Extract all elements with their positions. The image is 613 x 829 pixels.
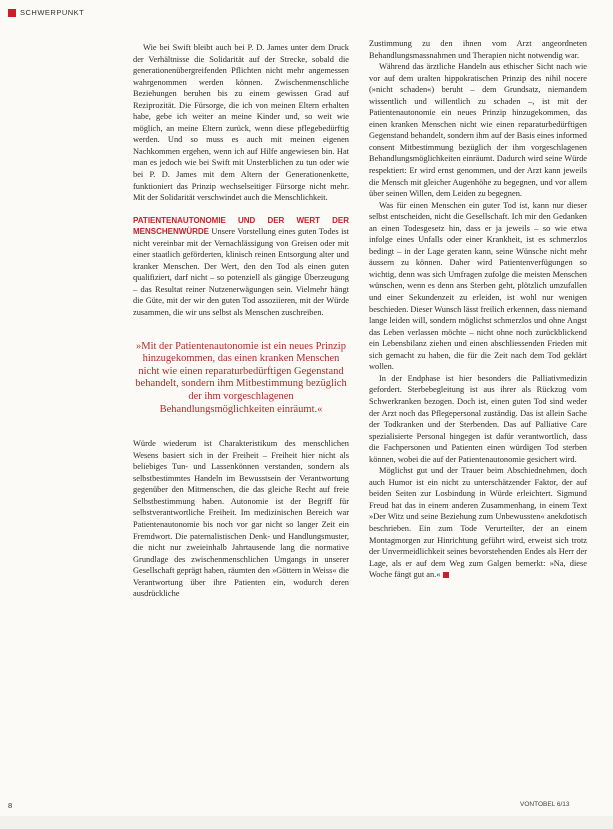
right-paragraph-4: In der Endphase ist hier besonders die Palliativmedizin gefordert. Sterbebegleitung ist aus ihrer als Rückzug vom Schwerkranken bezogen. Doch ist, einen guten Tod sind weder der Arzt noch das Pflegepersonal zuständig. Das ist allein Sache der Todkranken und der Sterbenden. Das auf Palliative Care spezialisierte Personal hingegen ist dafür verantwortlich, dass die Fachpersonen und Patienten einen würdigen Tod sterben können, wobei die auf der Patientenautonomie gesichert wird. <box>369 373 587 464</box>
issue-label: VONTOBEL 6/13 <box>520 801 570 808</box>
left-column <box>133 42 349 600</box>
section-marker-icon <box>8 9 16 17</box>
pull-quote: »Mit der Patientenautonomie ist ein neues Prinzip hinzugekommen, das einen kranken Menschen nicht wie einen reparaturbedürftigen Gegenstand behandelt, sondern ihm Mitbestimmung bezüglich der ihm vorgeschlagenen Behandlungsmöglichkeiten einräumt.« <box>135 340 347 415</box>
section-title: SCHWERPUNKT <box>20 8 85 17</box>
left-paragraph-2-text: Unsere Vorstellung eines guten Todes ist nicht vereinbar mit der Vernachlässigung von Greisen oder mit einer staatlich geförderten, klinisch reinen Entsorgung alter und kranker Menschen. Der Wert, den den Tod als einen guten qualifiziert, darf nicht – so potenziell als gängige Überzeugung – das Resultat reiner Nutzenerwägungen sein. Vielmehr hängt die Güte, mit der wir den guten Tod assoziieren, mit der Würde zusammen, die wir uns selbst als Menschen zuschreiben. <box>133 227 349 318</box>
right-paragraph-1: Zustimmung zu den ihnen vom Arzt angeordneten Behandlungsmassnahmen und Therapien nicht notwendig war. <box>369 39 587 60</box>
right-paragraph-5 <box>369 465 587 580</box>
left-paragraph-3: Würde wiederum ist Charakteristikum des menschlichen Wesens basiert sich in der Freiheit – Freiheit hier nicht als beliebiges Tun- und Lassenkönnen verstanden, sondern als selbstbestimmtes Handeln im Bewusstsein der Verantwortung gegenüber den Mitmenschen, die das gleiche Recht auf freie Selbstbestimmung haben. Autonomie ist der Begriff für selbstverantwortliche Freiheit. Im medizinischen Bereich war Patientenautonomie bis noch vor gar nicht so langer Zeit ein Fremdwort. Die paternalistischen Denk- und Handlungsmuster, die nicht nur zweieinhalb Jahrtausende lang die normative Grundlage des zwischenmenschlichen Umgangs in unserer Gesellschaft geprägt haben, räumten den »Göttern in Weiss« die Verantwortung über ihre Patienten ein, wodurch deren ausdrückliche <box>133 439 349 599</box>
section-subheading: PATIENTENAUTONOMIE UND DER WERT DER MENSCHENWÜRDE <box>133 215 349 237</box>
left-paragraph-2 <box>133 215 349 319</box>
left-paragraph-1: Wie bei Swift bleibt auch bei P. D. James unter dem Druck der Verhältnisse die Solidarität auf der Strecke, sobald die generationenübergreifenden Pflichten nicht mehr angemessen wahrgenommen werden können. Zwischenmenschliche Beziehungen beruhen bis zu einem gewissen Grad auf Reziprozität. Die Fürsorge, die ich von meinen Eltern erhalten habe, gebe ich weiter an meine Kinder und, so weit wie möglich, an meine Eltern zurück, wenn diese pflegebedürftig werden. Und so muss es auch mit meinen eigenen Nachkommen ergehen, wenn ich auf Hilfe angewiesen bin. Hat man es jedoch wie bei Swift mit Unsterblichen zu tun oder wie bei P. D. James mit dem Altern der Generationenkette, funktioniert das Prinzip wechselseitiger Fürsorge nicht mehr. Mit der Solidarität verschwindet auch die Menschlichkeit. <box>133 43 349 203</box>
page-number: 8 <box>8 801 13 810</box>
right-column <box>369 38 587 581</box>
right-paragraph-2: Während das ärztliche Handeln aus ethischer Sicht nach wie vor auf dem uralten hippokratischen Prinzip des nihil nocere (»nicht schaden«) beruht – dem Grundsatz, niemandem wissentlich und willentlich zu schaden –, ist mit der Patientenautonomie ein neues Prinzip hinzugekommen, das einen kranken Menschen nicht wie einen reparaturbedürftigen Gegenstand behandelt, sondern ihm auf der Basis eines informed consent Mitbestimmung bezüglich der ihm vorgeschlagenen Behandlungsmöglichkeiten einräumt. Dadurch wird seine Würde respektiert: Er wird ernst genommen, und der Arzt kann jeweils die Mensch mit gleicher Augenhöhe zu begegnen, und vor allem über seinen Willen, dem Leiden zu begegnen. <box>369 62 587 199</box>
right-paragraph-3: Was für einen Menschen ein guter Tod ist, kann nur dieser selbst entscheiden, nicht die Gesellschaft. Ich mir den Gedanken an einen Todesgesetz hin, dass er ja jeweils – so wie etwa infolge eines Unfalls oder einer Krankheit, ist es schmerzlos bedingt – in der Lage geraten kann, seine Wünsche nicht mehr äussern zu können. Daher wird Patientenverfügungen so wichtig, denn was sich Umfragen zufolge die meisten Menschen wünschen, wenn es denn ans Sterben geht, plötzlich umzufallen und einer Sekundenzeit zu erleiden, ist wohl nur wenigen beschieden. Dieser Wunsch lässt freilich erkennen, dass niemand lange leiden will, sondern möglichst schmerzlos und ohne Angst das Leben verlassen möchte – nicht ohne noch zurückblickend ein Lebensbilanz ziehen und einen abschliessenden Frieden mit sich gemacht zu haben, die für die Zeit nach dem Tod geklärt wollen. <box>369 200 587 372</box>
section-header <box>8 8 84 17</box>
bottom-strip <box>0 816 613 829</box>
end-mark-icon <box>443 572 449 578</box>
right-paragraph-5-text: Möglichst gut und der Trauer beim Abschiednehmen, doch auch Humor ist ein nicht zu unterschätzender Faktor, der auf beiden Seiten zur Losbindung in Würde erleichtert. Sigmund Freud hat das in einem anderen Zusammenhang, in einem Text »Der Witz und seine Beziehung zum Unbewussten« anekdotisch beschrieben. Ein zum Tode Verurteilter, der an einem Montagmorgen zur Hinrichtung geführt wird, erweist sich trotz der Unvermeidlichkeit seines bevorstehenden Endes als Herr der Lage, als er auf dem Weg zum Galgen bemerkt: »Na, diese Woche fängt gut an.« <box>369 466 587 580</box>
